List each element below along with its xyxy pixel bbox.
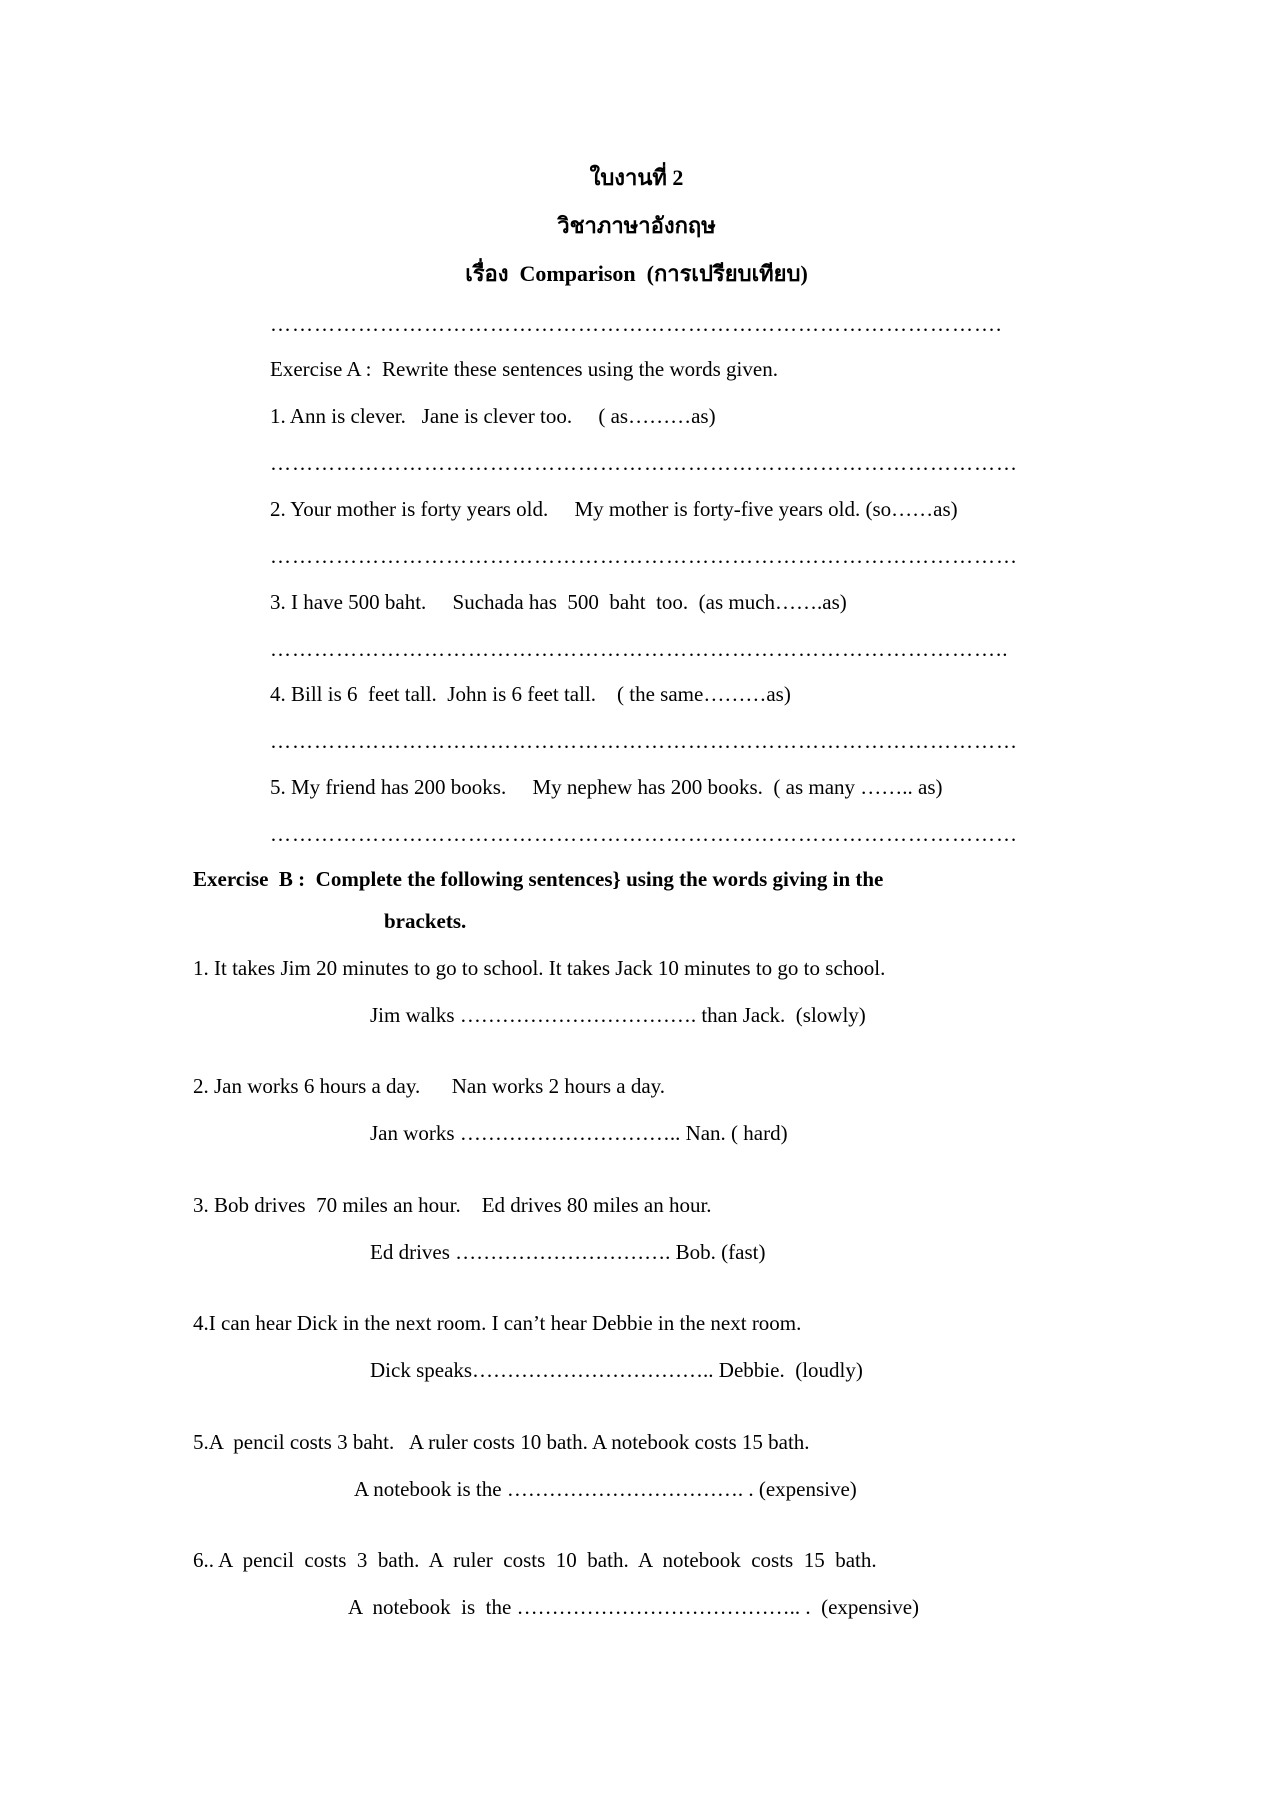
worksheet-number: ใบงานที่ 2	[589, 165, 684, 190]
exercise-b-item-3: 3. Bob drives 70 miles an hour. Ed drives 80 miles an hour.	[193, 1193, 712, 1217]
exercise-b-instruction: Exercise B : Complete the following sentences} using the words giving in the	[193, 867, 884, 891]
separator-line: ……………………………………………………………………………………….	[270, 312, 1003, 336]
topic-title: เรื่อง Comparison (การเปรียบเทียบ)	[465, 261, 808, 286]
exercise-a-answer-line-1: …………………………………………………………………………………………	[270, 451, 1018, 475]
exercise-b-answer-4: Dick speaks…………………………….. Debbie. (loudly)	[370, 1358, 863, 1382]
exercise-a-item-3: 3. I have 500 baht. Suchada has 500 baht too. (as much…….as)	[270, 590, 847, 614]
exercise-b-item-4: 4.I can hear Dick in the next room. I can’t hear Debbie in the next room.	[193, 1311, 802, 1335]
exercise-b-answer-1: Jim walks ……………………………. than Jack. (slowly)	[370, 1003, 866, 1027]
exercise-a-answer-line-5: …………………………………………………………………………………………	[270, 822, 1018, 846]
exercise-a-item-2: 2. Your mother is forty years old. My mother is forty-five years old. (so……as)	[270, 497, 958, 521]
exercise-b-answer-5: A notebook is the ……………………………. . (expensive)	[354, 1477, 857, 1501]
exercise-b-instruction-cont: brackets.	[384, 909, 467, 933]
subject-title: วิชาภาษาอังกฤษ	[557, 213, 716, 238]
exercise-b-item-1: 1. It takes Jim 20 minutes to go to school. It takes Jack 10 minutes to go to school.	[193, 956, 886, 980]
exercise-a-item-5: 5. My friend has 200 books. My nephew has 200 books. ( as many …….. as)	[270, 775, 943, 799]
exercise-a-item-4: 4. Bill is 6 feet tall. John is 6 feet tall. ( the same………as)	[270, 682, 791, 706]
exercise-b-item-2: 2. Jan works 6 hours a day. Nan works 2 hours a day.	[193, 1074, 666, 1098]
exercise-a-instruction: Exercise A : Rewrite these sentences using the words given.	[270, 357, 778, 381]
exercise-b-answer-6: A notebook is the ………………………………….. . (expensive)	[348, 1595, 920, 1619]
exercise-b-answer-2: Jan works ………………………….. Nan. ( hard)	[370, 1121, 788, 1145]
exercise-b-item-6: 6.. A pencil costs 3 bath. A ruler costs 10 bath. A notebook costs 15 bath.	[193, 1548, 877, 1572]
exercise-a-item-1: 1. Ann is clever. Jane is clever too. ( as………as)	[270, 404, 716, 428]
exercise-b-item-5: 5.A pencil costs 3 baht. A ruler costs 10 bath. A notebook costs 15 bath.	[193, 1430, 810, 1454]
exercise-a-answer-line-3: ………………………………………………………………………………………..	[270, 637, 1009, 661]
exercise-a-answer-line-4: …………………………………………………………………………………………	[270, 729, 1018, 753]
exercise-b-answer-3: Ed drives …………………………. Bob. (fast)	[370, 1240, 766, 1264]
exercise-a-answer-line-2: …………………………………………………………………………………………	[270, 544, 1018, 568]
